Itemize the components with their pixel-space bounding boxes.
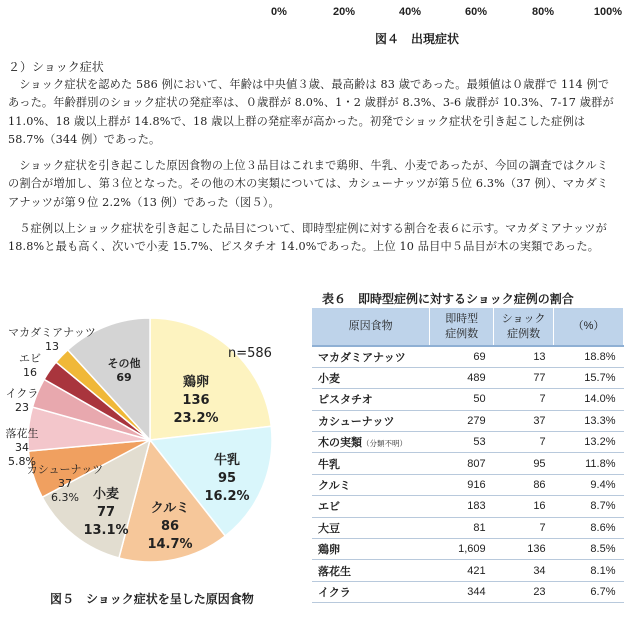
pie-label-cashew-name: カシューナッツ — [26, 463, 104, 476]
pie-label-egg — [173, 374, 218, 428]
cell-shock-count-text: 95 — [533, 457, 546, 470]
cell-shock-count — [494, 389, 554, 410]
cell-percent — [554, 389, 624, 410]
cell-food — [312, 367, 430, 388]
cell-food — [312, 581, 430, 602]
table-row — [312, 474, 624, 495]
cell-immediate-count — [430, 539, 494, 560]
cell-food-text: ピスタチオ — [318, 394, 373, 407]
cell-shock-count — [494, 432, 554, 453]
pie-label-shrimp-name: エビ — [19, 352, 41, 365]
cell-shock-count-text: 16 — [533, 500, 546, 513]
cell-percent — [554, 474, 624, 495]
cell-food — [312, 389, 430, 410]
pie-label-ikura — [6, 387, 39, 415]
table-header-row — [312, 308, 624, 346]
cell-percent — [554, 581, 624, 602]
cell-percent — [554, 496, 624, 517]
table-row — [312, 517, 624, 538]
cell-percent — [554, 517, 624, 538]
cell-percent-text: 6.7% — [590, 585, 616, 598]
cell-food-text: 小麦 — [318, 373, 340, 386]
cell-food — [312, 453, 430, 474]
cell-food-text: クルミ — [318, 480, 351, 493]
cell-shock-count — [494, 367, 554, 388]
cell-shock-count-text: 86 — [533, 479, 546, 492]
cell-immediate-count-text: 1,609 — [458, 543, 486, 556]
cell-percent — [554, 539, 624, 560]
table-row — [312, 560, 624, 581]
cell-percent-text: 9.4% — [590, 479, 616, 492]
cell-food-text: 木の実類 — [318, 437, 362, 450]
cell-shock-count-text: 136 — [527, 543, 546, 556]
cell-shock-count — [494, 496, 554, 517]
pie-label-other-count: 69 — [116, 371, 132, 384]
cell-immediate-count — [430, 389, 494, 410]
cell-percent — [554, 367, 624, 388]
cell-immediate-count-text: 489 — [467, 372, 486, 385]
fig5-caption: 図５ ショック症状を呈した原因食物 — [50, 592, 254, 606]
cell-percent-text: 13.2% — [584, 436, 616, 449]
cell-food — [312, 432, 430, 453]
pie-label-macadamia — [8, 326, 96, 354]
cell-food-text: エビ — [318, 501, 340, 514]
table-row — [312, 410, 624, 431]
cell-percent — [554, 453, 624, 474]
cell-percent — [554, 346, 624, 367]
cell-shock-count-text: 34 — [533, 564, 546, 577]
cell-shock-count — [494, 474, 554, 495]
cell-immediate-count — [430, 367, 494, 388]
cell-food — [312, 560, 430, 581]
cell-immediate-count-text: 421 — [467, 564, 486, 577]
table-row — [312, 346, 624, 367]
cell-immediate-count — [430, 453, 494, 474]
table-row — [312, 453, 624, 474]
cell-percent-text: 15.7% — [584, 372, 616, 385]
cell-percent-text: 8.1% — [590, 564, 616, 577]
pie-label-milk-name: 牛乳 — [213, 453, 241, 468]
pie-label-egg-count: 136 — [182, 393, 210, 408]
cell-shock-count-text: 7 — [539, 521, 546, 534]
paragraph-3-text: ５症例以上ショック症状を引き起こした品目について、即時型症例に対する割合を表６に示す。マカダミアナッツが 18.8%と最も高く、次いで小麦 15.7%、ピスタチオ 14.0%であった。上位 10 品目中５品目が木の実類であった。 — [8, 222, 607, 254]
fig4-caption: 図４ 出現症状 — [375, 32, 460, 46]
pie-label-macadamia-name: マカダミアナッツ — [8, 326, 96, 339]
cell-immediate-count-text: 50 — [473, 393, 486, 406]
fig4-tick: 80% — [531, 6, 555, 18]
cell-percent — [554, 410, 624, 431]
cell-shock-count-text: 37 — [533, 414, 546, 427]
cell-percent-text: 18.8% — [584, 350, 616, 363]
cell-immediate-count — [430, 496, 494, 517]
th-shock-count: ショック 症例数 — [494, 308, 554, 346]
fig4-tick: 60% — [464, 6, 488, 18]
th-immediate-count: 即時型 症例数 — [430, 308, 494, 346]
pie-label-shrimp-count: 16 — [23, 366, 37, 379]
cell-food — [312, 539, 430, 560]
cell-immediate-count-text: 916 — [467, 479, 486, 492]
pie-label-wheat-pct: 13.1% — [83, 523, 129, 538]
pie-label-cashew-pct: 6.3% — [51, 491, 79, 504]
cell-shock-count-text: 7 — [539, 393, 546, 406]
cell-food-text: 落花生 — [318, 565, 351, 578]
cell-immediate-count — [430, 432, 494, 453]
pie-label-egg-pct: 23.2% — [173, 411, 219, 426]
cell-immediate-count-text: 807 — [467, 457, 486, 470]
cell-food-text: 牛乳 — [318, 458, 340, 471]
pie-label-cashew — [27, 463, 104, 505]
cell-food — [312, 517, 430, 538]
cell-immediate-count-text: 81 — [473, 521, 486, 534]
pie-label-ikura-name: イクラ — [5, 387, 39, 400]
pie-label-peanut-count: 34 — [15, 441, 29, 454]
cell-shock-count-text: 77 — [533, 372, 546, 385]
cell-shock-count — [494, 410, 554, 431]
table6 — [312, 308, 624, 603]
pie-label-wheat-count: 77 — [96, 505, 116, 520]
th-food: 原因食物 — [312, 308, 430, 346]
cell-food-text: イクラ — [318, 586, 351, 599]
cell-food — [312, 346, 430, 367]
fig4-tick: 20% — [332, 6, 356, 18]
table6-caption: 表６ 即時型症例に対するショック症例の割合 — [322, 292, 574, 306]
pie-label-milk — [204, 452, 249, 506]
cell-food-text: カシューナッツ — [318, 415, 395, 428]
cell-food — [312, 474, 430, 495]
fig4-axis-ticks — [0, 6, 640, 22]
cell-percent-text: 8.6% — [590, 521, 616, 534]
cell-food-text: 大豆 — [318, 522, 340, 535]
pie-label-cashew-count: 37 — [58, 477, 72, 490]
cell-shock-count-text: 23 — [533, 585, 546, 598]
cell-food — [312, 496, 430, 517]
paragraph-2 — [8, 157, 614, 212]
cell-shock-count-text: 7 — [539, 436, 546, 449]
cell-food — [312, 410, 430, 431]
cell-immediate-count — [430, 346, 494, 367]
pie-label-other-name: その他 — [107, 357, 141, 370]
cell-immediate-count — [430, 581, 494, 602]
pie-label-wheat-name: 小麦 — [92, 487, 120, 502]
cell-food-text: マカダミアナッツ — [318, 351, 406, 364]
cell-shock-count — [494, 346, 554, 367]
table-row — [312, 496, 624, 517]
cell-percent-text: 14.0% — [584, 393, 616, 406]
pie-label-macadamia-count: 13 — [45, 340, 59, 353]
cell-percent — [554, 432, 624, 453]
table-row — [312, 389, 624, 410]
cell-percent-text: 8.7% — [590, 500, 616, 513]
cell-immediate-count — [430, 517, 494, 538]
cell-percent-text: 8.5% — [590, 543, 616, 556]
paragraph-2-text: ショック症状を引き起こした原因食物の上位３品目はこれまで鶏卵、牛乳、小麦であったが、今回の調査ではクルミの割合が増加し、第３位となった。その他の木の実類については、カシューナッツが第５位 6.3%（37 例）、マカダミアナッツが第９位 2.2%（13 例）であった（図５）。 — [8, 159, 609, 209]
paragraph-3 — [8, 220, 614, 257]
cell-shock-count — [494, 539, 554, 560]
cell-shock-count — [494, 517, 554, 538]
fig4-tick: 0% — [271, 6, 287, 18]
pie-label-milk-count: 95 — [217, 471, 237, 486]
fig4-tick: 100% — [593, 6, 623, 18]
cell-immediate-count-text: 279 — [467, 414, 486, 427]
paragraph-1-text: ショック症状を認めた 586 例において、年齢は中央値３歳、最高齢は 83 歳であった。最頻値は０歳群で 114 例であった。年齢群別のショック症状の発症率は、０歳群が 8.0%、1・2 歳群が 8.3%、3‐6 歳群が 10.3%、7‐17 歳群が 11.0%、18 歳以上群が 14.8%で、18 歳以上群の発症率が高かった。初発でショック症状を引き起こした症例は 58.7%（344 例）であった。 — [8, 78, 614, 147]
table-row — [312, 539, 624, 560]
cell-immediate-count-text: 344 — [467, 585, 486, 598]
cell-immediate-count-text: 53 — [473, 436, 486, 449]
pie-label-other — [108, 357, 141, 385]
cell-percent-text: 11.8% — [585, 457, 616, 470]
cell-shock-count — [494, 581, 554, 602]
pie-label-ikura-count: 23 — [15, 401, 29, 414]
pie-chart-figure — [0, 290, 310, 580]
pie-label-walnut — [147, 500, 192, 554]
pie-n-label: n=586 — [228, 346, 272, 361]
cell-percent — [554, 560, 624, 581]
pie-label-walnut-name: クルミ — [150, 501, 190, 516]
pie-label-egg-name: 鶏卵 — [182, 375, 210, 390]
cell-shock-count-text: 13 — [533, 350, 546, 363]
cell-shock-count — [494, 560, 554, 581]
cell-immediate-count — [430, 560, 494, 581]
table-row — [312, 432, 624, 453]
pie-label-peanut-pct: 5.8% — [8, 455, 36, 468]
cell-percent-text: 13.3% — [584, 414, 616, 427]
cell-immediate-count-text: 69 — [473, 350, 486, 363]
cell-food-text: 鶏卵 — [318, 544, 340, 557]
cell-immediate-count — [430, 474, 494, 495]
pie-label-walnut-pct: 14.7% — [147, 537, 193, 552]
pie-label-shrimp — [19, 352, 41, 380]
cell-shock-count — [494, 453, 554, 474]
pie-label-milk-pct: 16.2% — [204, 489, 250, 504]
cell-immediate-count-text: 183 — [467, 500, 486, 513]
th-percent: （%） — [554, 308, 624, 346]
cell-immediate-count — [430, 410, 494, 431]
fig4-tick: 40% — [398, 6, 422, 18]
pie-label-walnut-count: 86 — [160, 519, 180, 534]
pie-label-peanut-name: 落花生 — [5, 427, 39, 440]
pie-label-peanut — [6, 427, 39, 469]
cell-food-note: （分類不明） — [362, 439, 407, 449]
paragraph-1 — [8, 76, 614, 150]
table-row — [312, 367, 624, 388]
table-row — [312, 581, 624, 602]
table-body — [312, 346, 624, 603]
section-heading: ２）ショック症状 — [8, 60, 104, 74]
